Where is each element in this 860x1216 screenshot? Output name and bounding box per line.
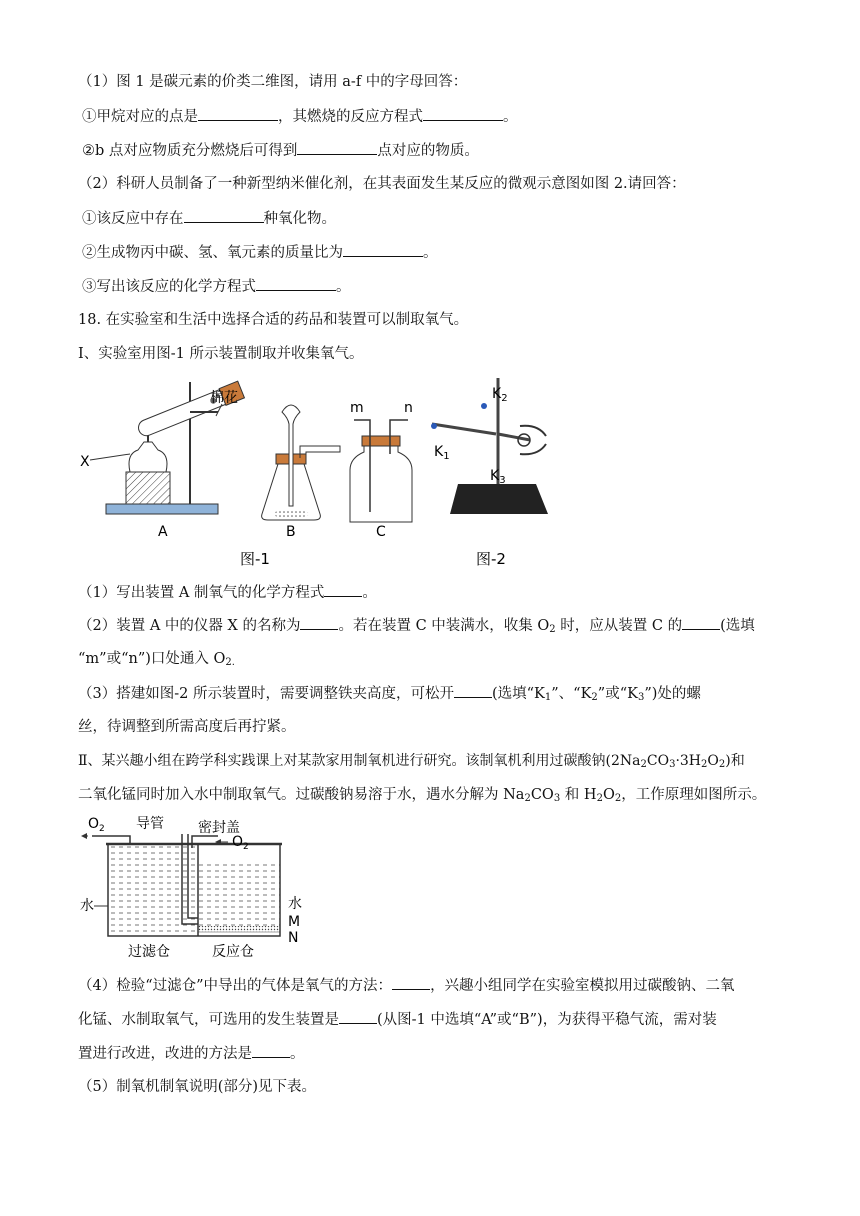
label-k2: $K_2$ — [492, 386, 508, 404]
answer-blank[interactable] — [339, 1009, 377, 1024]
q17-part1-intro: （1）图 1 是碳元素的价类二维图，请用 a-f 中的字母回答： — [78, 74, 468, 90]
label-x: X — [80, 454, 90, 470]
answer-blank[interactable] — [184, 208, 264, 223]
q18-title: 18. 在实验室和生活中选择合适的药品和装置可以制取氧气。 — [78, 312, 469, 328]
label-o2-in: $O_2$ — [232, 834, 249, 852]
q18-part2-intro-line2: 二氧化锰同时加入水中制取氧气。过碳酸钠易溶于水，遇水分解为 $Na_2CO_3$ 和 $H_2O_2$，工作原理如图所示。 — [78, 787, 767, 804]
answer-blank[interactable] — [256, 276, 336, 291]
label-water-right: 水 — [288, 896, 302, 912]
filter-water — [108, 846, 198, 932]
q18-part1-intro: Ⅰ、实验室用图-1 所示装置制取并收集氧气。 — [78, 346, 364, 362]
q17-part2-a: ①该反应中存在 种氧化物。 — [82, 208, 336, 229]
q18-q4-line2: 化锰、水制取氧气，可选用的发生装置是 (从图-1 中选填“A”或“B”)，为获得平稳气流，需对装 — [78, 1009, 717, 1030]
label-lid: 密封盖 — [198, 820, 240, 836]
answer-blank[interactable] — [343, 242, 423, 257]
q17-part2-b: ②生成物丙中碳、氢、氧元素的质量比为 。 — [82, 242, 438, 263]
q17-part1-b: ②b 点对应物质充分燃烧后可得到 点对应的物质。 — [82, 140, 479, 161]
label-water-left: 水 — [80, 898, 94, 914]
label-k1: $K_1$ — [434, 444, 450, 462]
label-filter-chamber: 过滤仓 — [128, 944, 170, 960]
answer-blank[interactable] — [682, 615, 720, 630]
answer-blank[interactable] — [300, 615, 338, 630]
answer-blank[interactable] — [252, 1043, 290, 1058]
label-k3: $K_3$ — [490, 468, 506, 486]
gas-bottle — [350, 442, 412, 522]
label-cotton: 棉花 — [210, 390, 238, 406]
reaction-water — [198, 864, 280, 926]
answer-blank[interactable] — [324, 582, 362, 597]
stand-base-a — [106, 504, 218, 514]
label-a: A — [158, 524, 168, 540]
q18-q4-line3: 置进行改进，改进的方法是 。 — [78, 1043, 305, 1064]
q18-q3: （3）搭建如图-2 所示装置时，需要调整铁夹高度，可松开 (选填“$K_1$”、“$K_2$”或“$K_3$”)处的螺 — [78, 683, 701, 708]
label-tube: 导管 — [136, 816, 164, 832]
q18-part2-intro: Ⅱ、某兴趣小组在跨学科实践课上对某款家用制氧机进行研究。该制氧机利用过碳酸钠$(2Na_2CO_3\cdot 3H_2O_2)$和 — [78, 753, 745, 770]
q18-q4: （4）检验“过滤仓”中导出的气体是氧气的方法： ，兴趣小组同学在实验室模拟用过碳酸钠、二氧 — [78, 975, 735, 996]
label-m-layer: M — [288, 914, 301, 930]
layer-m — [198, 926, 280, 932]
q17-part1-a: ①甲烷对应的点是 ，其燃烧的反应方程式 。 — [82, 106, 518, 127]
label-m: m — [350, 400, 364, 416]
oxygen-generator-figure — [78, 814, 318, 964]
caption-figure-2: 图-2 — [476, 550, 506, 568]
q18-q2-line2: “m”或“n”)口处通入 $O_{2.}$ — [78, 651, 235, 668]
alcohol-lamp — [129, 442, 167, 472]
label-n-layer: N — [288, 930, 299, 946]
apparatus-figure-1-2 — [78, 374, 548, 570]
answer-blank[interactable] — [198, 106, 278, 121]
q18-q2: （2）装置 A 中的仪器 X 的名称为 。若在装置 C 中装满水，收集 $O_2$ 时，应从装置 C 的 (选填 — [78, 615, 755, 640]
caption-figure-1: 图-1 — [240, 550, 270, 568]
q18-q5: （5）制氧机制氧说明(部分)见下表。 — [78, 1079, 317, 1095]
answer-blank[interactable] — [454, 683, 492, 698]
label-c: C — [376, 524, 386, 540]
q18-q1: （1）写出装置 A 制氧气的化学方程式 。 — [78, 582, 377, 603]
label-o2-out: $O_2$ — [88, 816, 105, 834]
q17-part2-intro: （2）科研人员制备了一种新型纳米催化剂，在其表面发生某反应的微观示意图如图 2.请回答： — [78, 176, 686, 192]
answer-blank[interactable] — [297, 140, 377, 155]
label-b: B — [286, 524, 296, 540]
answer-blank[interactable] — [423, 106, 503, 121]
q18-q3-line2: 丝，待调整到所需高度后再拧紧。 — [78, 719, 296, 735]
label-reaction-chamber: 反应仓 — [212, 944, 254, 960]
stand-base-2 — [450, 484, 548, 514]
wooden-block — [126, 472, 170, 504]
answer-blank[interactable] — [392, 975, 430, 990]
q17-part2-c: ③写出该反应的化学方程式 。 — [82, 276, 351, 297]
label-n: n — [404, 400, 413, 416]
